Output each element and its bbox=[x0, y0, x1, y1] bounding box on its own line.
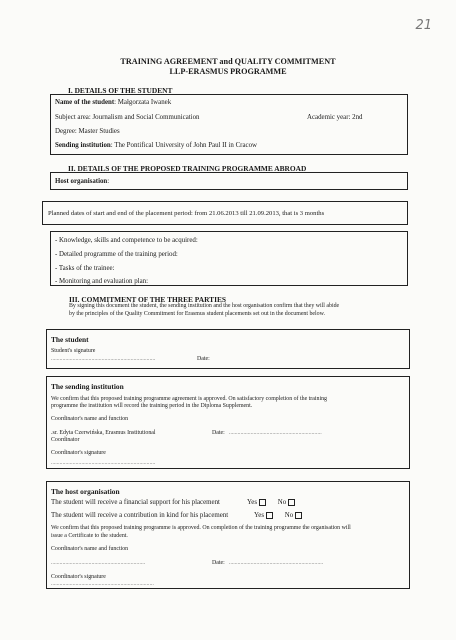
contribution-options bbox=[254, 512, 302, 520]
section2-heading: II. DETAILS OF THE PROPOSED TRAINING PROGRAMME ABROAD bbox=[68, 164, 307, 173]
student-date-label: Date: bbox=[197, 356, 210, 362]
student-signature-box bbox=[46, 329, 410, 369]
commitment-intro-line2: by the principles of the Quality Commitment for Erasmus student placements set out in the document below. bbox=[69, 311, 325, 317]
page-number: 21 bbox=[415, 18, 432, 33]
host-organisation-value: : bbox=[107, 178, 110, 185]
host-text-line2: issue a Certificate to the student. bbox=[51, 533, 128, 539]
contribution-no-checkbox[interactable] bbox=[295, 512, 302, 519]
host-organisation-label: Host organisation bbox=[55, 178, 108, 185]
financial-yes-label: Yes bbox=[247, 499, 258, 507]
sending-date-label: Date: bbox=[212, 430, 225, 436]
sending-coordinator-value1: .sr. Edyta Czerwińska, Erasmus Institutional bbox=[51, 430, 156, 436]
financial-yes-checkbox[interactable] bbox=[259, 499, 266, 506]
student-details-box bbox=[50, 94, 408, 155]
planned-dates-box bbox=[42, 201, 408, 225]
student-name-value: : Małgorzata Iwanek bbox=[114, 99, 172, 106]
sending-text-line1: We confirm that this proposed training programme agreement is approved. On satisfactory completion of the training bbox=[51, 396, 327, 402]
commitment-intro-line1: By signing this document the student, the sending institution and the host organisation confirm that they will abide bbox=[69, 303, 340, 309]
sending-institution-row bbox=[55, 142, 257, 150]
sending-text-line2: programme the institution will record the training period in the Diploma Supplement. bbox=[51, 403, 253, 409]
academic-year: Academic year: 2nd bbox=[307, 114, 363, 121]
training-programme-box bbox=[50, 231, 408, 286]
contribution-yes-label: Yes bbox=[254, 512, 265, 520]
contribution-row bbox=[51, 512, 228, 520]
sending-institution-box bbox=[46, 376, 410, 469]
financial-support-text: The student will receive a financial support for his placement bbox=[51, 499, 220, 506]
financial-no-label: No bbox=[277, 499, 287, 507]
section3-heading: III. COMMITMENT OF THE THREE PARTIES bbox=[69, 295, 227, 304]
student-name-row bbox=[55, 99, 171, 107]
student-name-label: Name of the student bbox=[55, 99, 115, 106]
section1-heading: I. DETAILS OF THE STUDENT bbox=[68, 86, 173, 95]
sending-date-line[interactable]: ................................................................ bbox=[229, 431, 322, 436]
degree: Degree: Master Studies bbox=[55, 128, 120, 135]
host-coordinator-name-label: Coordinator's name and function bbox=[51, 546, 129, 552]
sending-coordinator-name-label: Coordinator's name and function bbox=[51, 416, 129, 422]
host-organisation-signature-box bbox=[46, 481, 410, 589]
sending-heading: The sending institution bbox=[51, 382, 124, 391]
monitoring-item: - Monitoring and evaluation plan: bbox=[55, 278, 149, 285]
sending-institution-value: : The Pontifical University of John Paul II in Cracow bbox=[110, 142, 258, 149]
host-text-line1: We confirm that this proposed training programme is approved. On completion of the training programme the organisation will bbox=[51, 525, 351, 531]
sending-coordinator-value2: Coordinator bbox=[51, 437, 80, 443]
contribution-no-label: No bbox=[284, 512, 294, 520]
host-coordinator-signature-label: Coordinator's signature bbox=[51, 574, 106, 580]
student-heading: The student bbox=[51, 335, 89, 344]
financial-no-checkbox[interactable] bbox=[288, 499, 295, 506]
student-signature-label: Student's signature bbox=[51, 348, 96, 354]
document-title-line2: LLP-ERASMUS PROGRAMME bbox=[169, 67, 287, 76]
subject-area: Subject area: Journalism and Social Communication bbox=[55, 114, 200, 121]
detailed-programme-item: - Detailed programme of the training period: bbox=[55, 251, 178, 258]
host-heading: The host organisation bbox=[51, 487, 120, 496]
knowledge-item: - Knowledge, skills and competence to be acquired: bbox=[55, 237, 198, 244]
student-signature-line[interactable]: ........................................................................ bbox=[51, 357, 156, 362]
host-date-line[interactable]: ................................................................. bbox=[229, 561, 324, 566]
host-date-label: Date: bbox=[212, 560, 225, 566]
host-organisation-row bbox=[55, 178, 109, 186]
sending-institution-label: Sending institution bbox=[55, 142, 111, 149]
financial-support-options bbox=[247, 499, 295, 507]
host-organisation-box bbox=[50, 172, 408, 190]
financial-support-row bbox=[51, 499, 220, 507]
tasks-item: - Tasks of the trainee: bbox=[55, 265, 115, 272]
sending-signature-line[interactable]: ........................................................................ bbox=[51, 461, 156, 466]
contribution-text: The student will receive a contribution in kind for his placement bbox=[51, 512, 229, 519]
sending-coordinator-signature-label: Coordinator's signature bbox=[51, 450, 106, 456]
host-coordinator-name-line[interactable]: ................................................................. bbox=[51, 561, 146, 566]
host-signature-line[interactable]: ....................................................................... bbox=[51, 582, 154, 587]
planned-dates: Planned dates of start and end of the placement period: from 21.06.2013 till 21.09.2013, that is 3 months bbox=[48, 210, 325, 217]
contribution-yes-checkbox[interactable] bbox=[266, 512, 273, 519]
document-title-line1: TRAINING AGREEMENT and QUALITY COMMITMENT bbox=[120, 57, 336, 66]
